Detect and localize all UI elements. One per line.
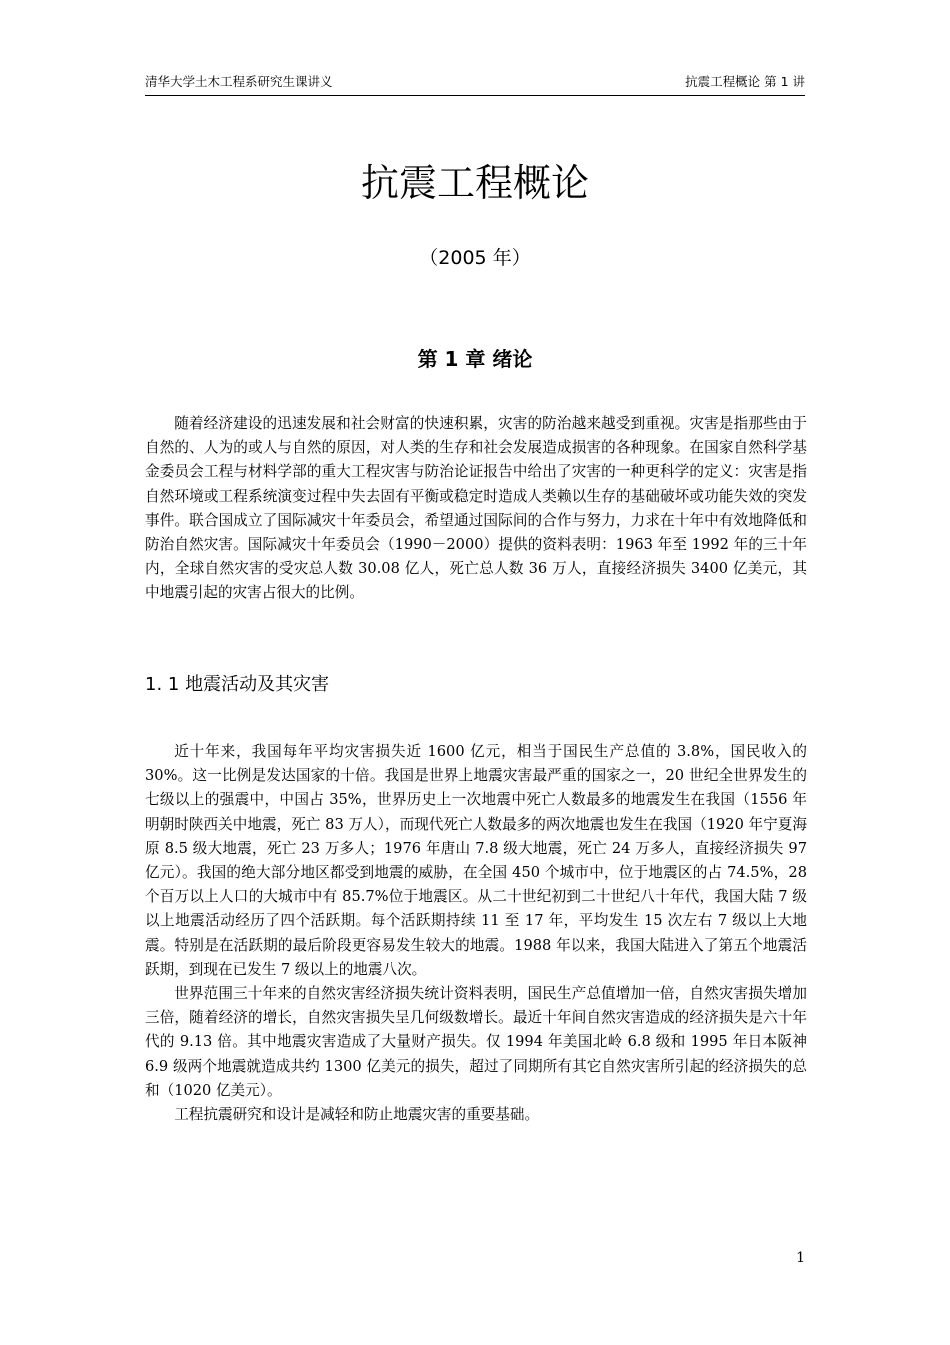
intro-paragraph: 随着经济建设的迅速发展和社会财富的快速积累，灾害的防治越来越受到重视。灾害是指那些由于自然的、人为的或人与自然的原因，对人类的生存和社会发展造成损害的各种现象。在国家自然科学基金委员会工程与材料学部的重大工程灾害与防治论证报告中给出了灾害的一种更科学的定义：灾害是指自然环境或工程系统演变过程中失去固有平衡或稳定时造成人类赖以生存的基础破坏或功能失效的突发事件。联合国成立了国际减灾十年委员会，希望通过国际间的合作与努力，力求在十年中有效地降低和防治自然灾害。国际减灾十年委员会（1990－2000）提供的资料表明：1963 年至 1992 年的三十年内，全球自然灾害的受灾总人数 30.08 亿人，死亡总人数 36 万人，直接经济损失 3400 亿美元，其中地震引起的灾害占很大的比例。	[145, 415, 807, 602]
body-paragraph: 近十年来，我国每年平均灾害损失近 1600 亿元，相当于国民生产总值的 3.8%，国民收入的 30%。这一比例是发达国家的十倍。我国是世界上地震灾害最严重的国家之一，20 世纪全世界发生的七级以上的强震中，中国占 35%，世界历史上一次地震中死亡人数最多的地震发生在我国（1556 年明朝时陕西关中地震，死亡 83 万人），而现代死亡人数最多的两次地震也发生在我国（1920 年宁夏海原 8.5 级大地震，死亡 23 万多人；1976 年唐山 7.8 级大地震，死亡 24 万多人，直接经济损失 97 亿元）。我国的绝大部分地区都受到地震的威胁，在全国 450 个城市中，位于地震区的占 74.5%，28 个百万以上人口的大城市中有 85.7%位于地震区。从二十世纪初到二十世纪八十年代，我国大陆 7 级以上地震活动经历了四个活跃期。每个活跃期持续 11 至 17 年，平均发生 15 次左右 7 级以上大地震。特别是在活跃期的最后阶段更容易发生较大的地震。1988 年以来，我国大陆进入了第五个地震活跃期，到现在已发生 7 级以上的地震八次。	[145, 743, 807, 978]
intro-section	[145, 412, 807, 606]
body-paragraph: 世界范围三十年来的自然灾害经济损失统计资料表明，国民生产总值增加一倍，自然灾害损失增加三倍，随着经济的增长，自然灾害损失呈几何级数增长。最近十年间自然灾害造成的经济损失是六十年代的 9.13 倍。其中地震灾害造成了大量财产损失。仅 1994 年美国北岭 6.8 级和 1995 年日本阪神 6.9 级两个地震就造成共约 1300 亿美元的损失，超过了同期所有其它自然灾害所引起的经济损失的总和（1020 亿美元）。	[145, 985, 807, 1099]
section-body	[145, 740, 807, 1127]
header-lecture-label: 抗震工程概论 第 1 讲	[685, 74, 805, 89]
header-divider	[145, 95, 805, 96]
header-course-label: 清华大学土木工程系研究生课讲义	[145, 74, 333, 89]
body-paragraph: 工程抗震研究和设计是减轻和防止地震灾害的重要基础。	[174, 1106, 540, 1124]
section-heading: 1. 1 地震活动及其灾害	[145, 674, 330, 695]
chapter-heading: 第 1 章 绪论	[417, 347, 533, 371]
page-header	[145, 72, 805, 94]
document-year: （2005 年）	[419, 247, 531, 269]
document-title: 抗震工程概论	[360, 161, 589, 205]
page-number: 1	[796, 1250, 805, 1266]
